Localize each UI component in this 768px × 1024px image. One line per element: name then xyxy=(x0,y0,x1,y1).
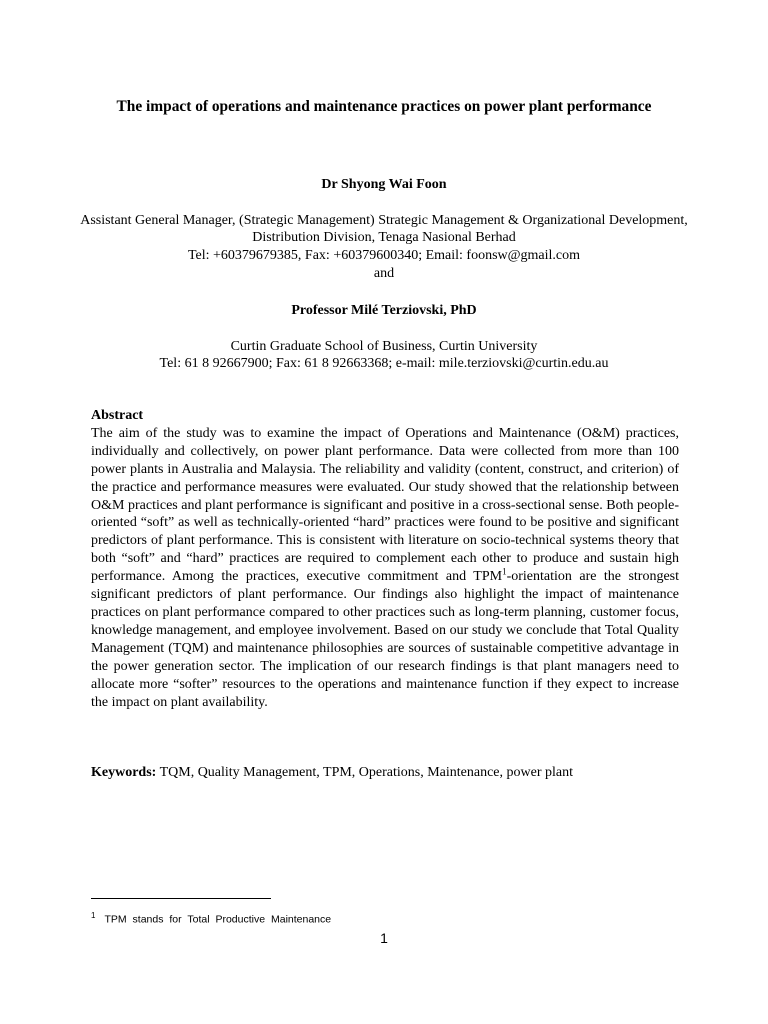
paper-title: The impact of operations and maintenance practices on power plant performance xyxy=(116,98,652,115)
keywords-line xyxy=(91,764,679,782)
footnote-text: TPM stands for Total Productive Maintenance xyxy=(104,913,332,926)
author1-name: Dr Shyong Wai Foon xyxy=(321,177,447,192)
author2-affiliation: Curtin Graduate School of Business, Curtin University xyxy=(230,339,538,354)
footnote-divider xyxy=(91,898,271,899)
footnote-reference[interactable]: 1 xyxy=(502,566,507,577)
author2-name: Professor Milé Terziovski, PhD xyxy=(291,303,477,318)
abstract-heading: Abstract xyxy=(91,408,144,423)
author1-affiliation: Assistant General Manager, (Strategic Management) Strategic Management & Organizational Development, Distribution Division, Tenaga Nasional Berhad xyxy=(80,213,688,246)
and-separator: and xyxy=(373,266,395,281)
footnote-number: 1 xyxy=(91,911,96,920)
keywords-label: Keywords: xyxy=(91,765,157,780)
author1-contact: Tel: +60379679385, Fax: +60379600340; Email: foonsw@gmail.com xyxy=(187,248,581,263)
footnote xyxy=(91,911,331,926)
abstract-text-part1: The aim of the study was to examine the impact of Operations and Maintenance (O&M) practices, individually and collectively, on power plant performance. Data were collected from more than 100 power plants in Australia and Malaysia. The reliability and validity (content, construct, and criterion) of the practice and performance measures were evaluated. Our study showed that the relationship between O&M practices and plant performance is significant and positive in a cross-sectional sense. Both people-oriented “soft” as well as technically-oriented “hard” practices were found to be positive and significant predictors of plant performance. This is consistent with literature on socio-technical systems theory that both “soft” and “hard” practices are required to complement each other to produce and sustain high performance. Among the practices, executive commitment and TPM xyxy=(91,425,679,585)
keywords-text: TQM, Quality Management, TPM, Operations, Maintenance, power plant xyxy=(159,765,574,780)
abstract-text-part2: -orientation are the strongest significant predictors of plant performance. Our findings also highlight the impact of maintenance practices on plant performance compared to other practices such as long-term planning, customer focus, knowledge management, and employee involvement. Based on our study we conclude that Total Quality Management (TQM) and maintenance philosophies are sources of sustainable competitive advantage in the power generation sector. The implication of our research findings is that plant managers need to allocate more “softer” resources to the operations and maintenance function if they expect to increase the impact on plant availability. xyxy=(91,569,679,710)
abstract-section xyxy=(91,407,679,711)
author2-contact: Tel: 61 8 92667900; Fax: 61 8 92663368; e-mail: mile.terziovski@curtin.edu.au xyxy=(159,356,609,371)
page-number: 1 xyxy=(380,930,388,946)
abstract-body xyxy=(91,425,679,712)
